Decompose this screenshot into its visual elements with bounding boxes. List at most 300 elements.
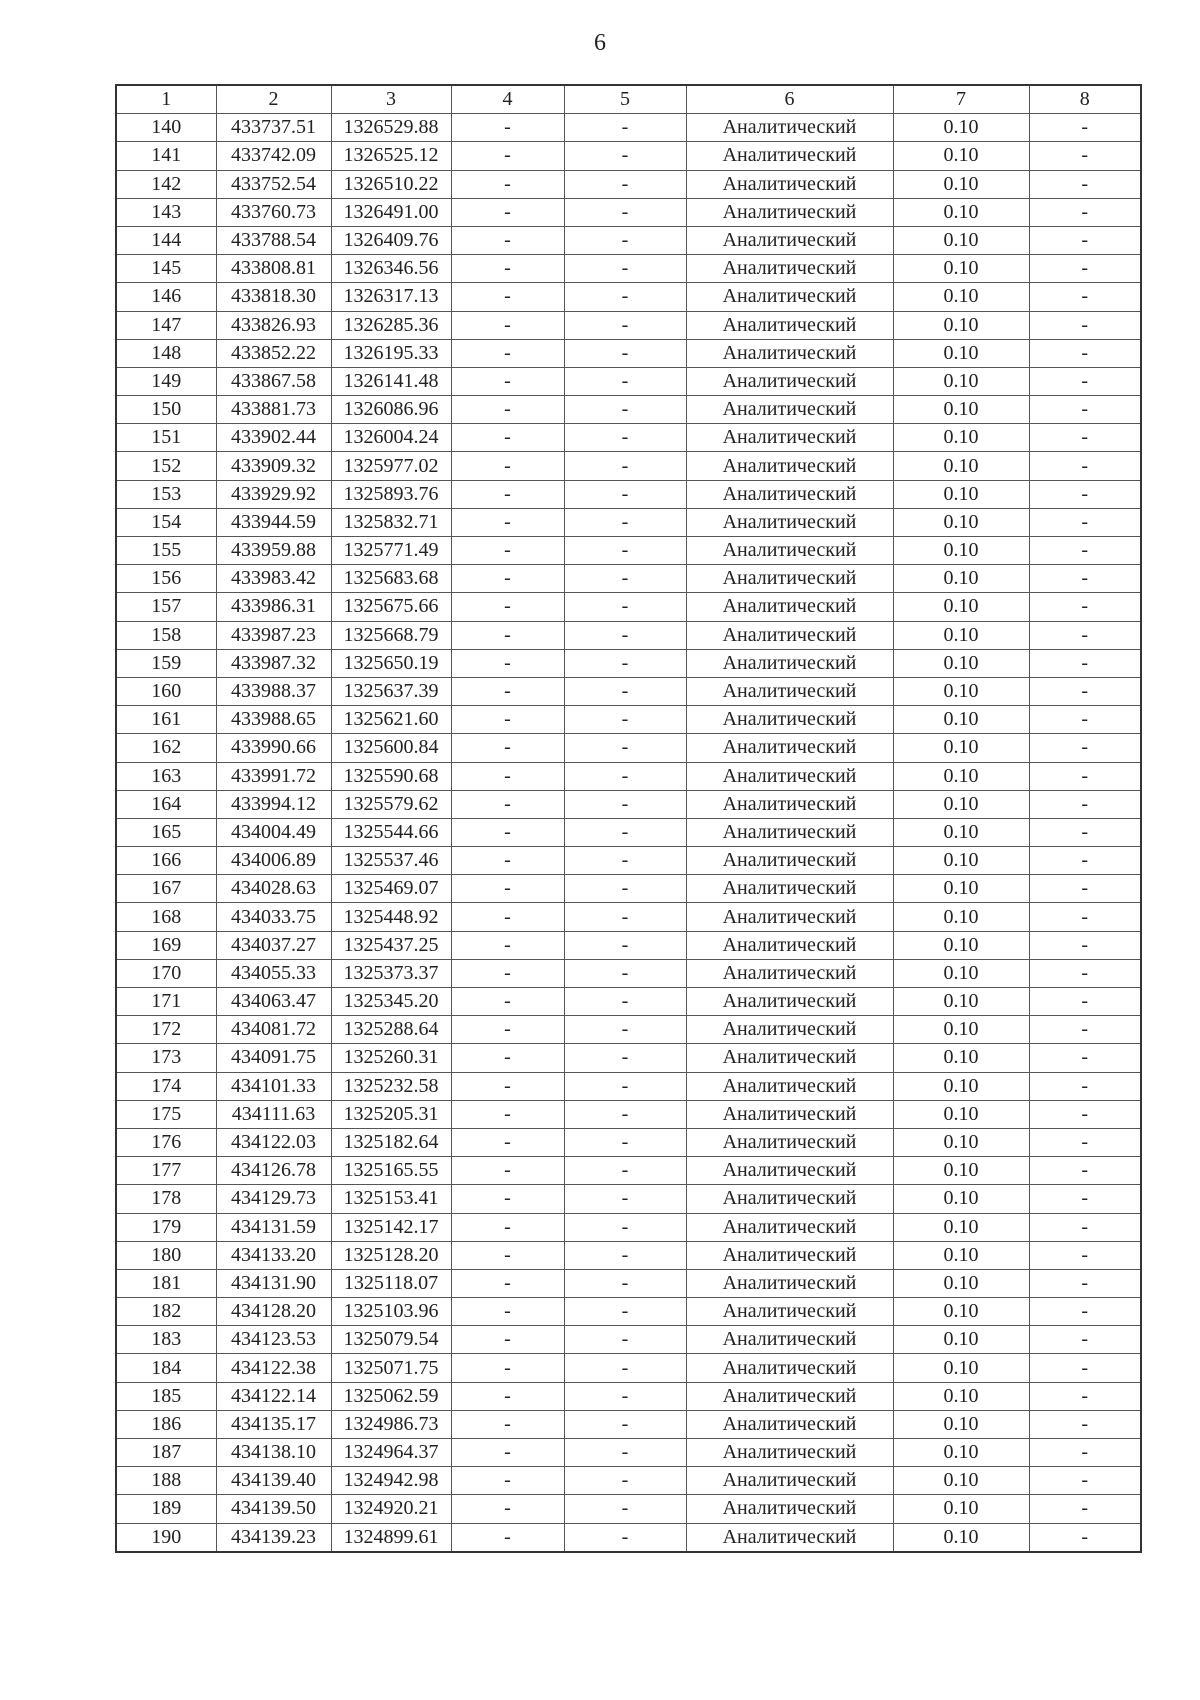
col8-cell: - — [1029, 1410, 1141, 1438]
col5-cell: - — [564, 114, 686, 142]
table-row — [116, 1382, 1141, 1410]
col4-cell: - — [451, 1213, 564, 1241]
y-coordinate-cell: 1325621.60 — [331, 706, 451, 734]
table-row — [116, 565, 1141, 593]
col8-cell: - — [1029, 847, 1141, 875]
col4-cell: - — [451, 621, 564, 649]
y-coordinate-cell: 1326409.76 — [331, 226, 451, 254]
point-number-cell: 158 — [116, 621, 216, 649]
x-coordinate-cell: 434122.03 — [216, 1128, 331, 1156]
table-header-row — [116, 85, 1141, 114]
y-coordinate-cell: 1325205.31 — [331, 1100, 451, 1128]
table-row — [116, 1269, 1141, 1297]
x-coordinate-cell: 434139.50 — [216, 1495, 331, 1523]
y-coordinate-cell: 1326525.12 — [331, 142, 451, 170]
method-cell: Аналитический — [686, 565, 893, 593]
col4-cell: - — [451, 1072, 564, 1100]
accuracy-cell: 0.10 — [893, 452, 1029, 480]
point-number-cell: 161 — [116, 706, 216, 734]
table-row — [116, 677, 1141, 705]
y-coordinate-cell: 1324920.21 — [331, 1495, 451, 1523]
col8-cell: - — [1029, 1382, 1141, 1410]
table-row — [116, 396, 1141, 424]
col4-cell: - — [451, 1326, 564, 1354]
accuracy-cell: 0.10 — [893, 988, 1029, 1016]
col5-cell: - — [564, 621, 686, 649]
x-coordinate-cell: 434138.10 — [216, 1439, 331, 1467]
point-number-cell: 156 — [116, 565, 216, 593]
y-coordinate-cell: 1326285.36 — [331, 311, 451, 339]
col5-cell: - — [564, 931, 686, 959]
y-coordinate-cell: 1325142.17 — [331, 1213, 451, 1241]
method-cell: Аналитический — [686, 1241, 893, 1269]
col4-cell: - — [451, 452, 564, 480]
col4-cell: - — [451, 931, 564, 959]
accuracy-cell: 0.10 — [893, 1100, 1029, 1128]
table-body — [116, 114, 1141, 1552]
y-coordinate-cell: 1325118.07 — [331, 1269, 451, 1297]
table-row — [116, 424, 1141, 452]
accuracy-cell: 0.10 — [893, 931, 1029, 959]
x-coordinate-cell: 434133.20 — [216, 1241, 331, 1269]
column-header: 1 — [116, 85, 216, 114]
table-row — [116, 142, 1141, 170]
accuracy-cell: 0.10 — [893, 170, 1029, 198]
column-header: 7 — [893, 85, 1029, 114]
col5-cell: - — [564, 1072, 686, 1100]
method-cell: Аналитический — [686, 959, 893, 987]
accuracy-cell: 0.10 — [893, 593, 1029, 621]
table-row — [116, 903, 1141, 931]
method-cell: Аналитический — [686, 452, 893, 480]
col8-cell: - — [1029, 311, 1141, 339]
method-cell: Аналитический — [686, 1016, 893, 1044]
method-cell: Аналитический — [686, 1128, 893, 1156]
col4-cell: - — [451, 396, 564, 424]
x-coordinate-cell: 434126.78 — [216, 1157, 331, 1185]
point-number-cell: 184 — [116, 1354, 216, 1382]
accuracy-cell: 0.10 — [893, 649, 1029, 677]
method-cell: Аналитический — [686, 1100, 893, 1128]
x-coordinate-cell: 434063.47 — [216, 988, 331, 1016]
col8-cell: - — [1029, 1326, 1141, 1354]
x-coordinate-cell: 434081.72 — [216, 1016, 331, 1044]
coordinates-table — [115, 84, 1142, 1553]
col5-cell: - — [564, 903, 686, 931]
point-number-cell: 152 — [116, 452, 216, 480]
table-row — [116, 452, 1141, 480]
table-row — [116, 1523, 1141, 1552]
table-row — [116, 1100, 1141, 1128]
col8-cell: - — [1029, 537, 1141, 565]
col4-cell: - — [451, 1100, 564, 1128]
method-cell: Аналитический — [686, 1523, 893, 1552]
col8-cell: - — [1029, 988, 1141, 1016]
method-cell: Аналитический — [686, 706, 893, 734]
y-coordinate-cell: 1325668.79 — [331, 621, 451, 649]
point-number-cell: 157 — [116, 593, 216, 621]
table-row — [116, 1044, 1141, 1072]
table-row — [116, 1410, 1141, 1438]
col8-cell: - — [1029, 1128, 1141, 1156]
accuracy-cell: 0.10 — [893, 311, 1029, 339]
col5-cell: - — [564, 170, 686, 198]
col4-cell: - — [451, 1354, 564, 1382]
col8-cell: - — [1029, 677, 1141, 705]
accuracy-cell: 0.10 — [893, 255, 1029, 283]
method-cell: Аналитический — [686, 1213, 893, 1241]
column-header: 2 — [216, 85, 331, 114]
table-row — [116, 1298, 1141, 1326]
col5-cell: - — [564, 959, 686, 987]
point-number-cell: 164 — [116, 790, 216, 818]
method-cell: Аналитический — [686, 847, 893, 875]
col5-cell: - — [564, 396, 686, 424]
table-row — [116, 1467, 1141, 1495]
method-cell: Аналитический — [686, 734, 893, 762]
table-row — [116, 1354, 1141, 1382]
table-row — [116, 283, 1141, 311]
accuracy-cell: 0.10 — [893, 903, 1029, 931]
col8-cell: - — [1029, 818, 1141, 846]
point-number-cell: 189 — [116, 1495, 216, 1523]
col5-cell: - — [564, 677, 686, 705]
col5-cell: - — [564, 1044, 686, 1072]
method-cell: Аналитический — [686, 1354, 893, 1382]
x-coordinate-cell: 433988.37 — [216, 677, 331, 705]
column-header: 8 — [1029, 85, 1141, 114]
x-coordinate-cell: 434129.73 — [216, 1185, 331, 1213]
col8-cell: - — [1029, 114, 1141, 142]
x-coordinate-cell: 434122.38 — [216, 1354, 331, 1382]
y-coordinate-cell: 1325683.68 — [331, 565, 451, 593]
col8-cell: - — [1029, 790, 1141, 818]
col5-cell: - — [564, 649, 686, 677]
point-number-cell: 177 — [116, 1157, 216, 1185]
method-cell: Аналитический — [686, 255, 893, 283]
col8-cell: - — [1029, 339, 1141, 367]
accuracy-cell: 0.10 — [893, 1128, 1029, 1156]
accuracy-cell: 0.10 — [893, 677, 1029, 705]
accuracy-cell: 0.10 — [893, 480, 1029, 508]
table-row — [116, 1495, 1141, 1523]
point-number-cell: 154 — [116, 508, 216, 536]
x-coordinate-cell: 434004.49 — [216, 818, 331, 846]
accuracy-cell: 0.10 — [893, 508, 1029, 536]
method-cell: Аналитический — [686, 1439, 893, 1467]
accuracy-cell: 0.10 — [893, 565, 1029, 593]
y-coordinate-cell: 1325232.58 — [331, 1072, 451, 1100]
col4-cell: - — [451, 170, 564, 198]
col8-cell: - — [1029, 621, 1141, 649]
y-coordinate-cell: 1325260.31 — [331, 1044, 451, 1072]
table-row — [116, 114, 1141, 142]
col5-cell: - — [564, 1326, 686, 1354]
col8-cell: - — [1029, 1467, 1141, 1495]
method-cell: Аналитический — [686, 1269, 893, 1297]
point-number-cell: 176 — [116, 1128, 216, 1156]
accuracy-cell: 0.10 — [893, 1382, 1029, 1410]
table-row — [116, 198, 1141, 226]
x-coordinate-cell: 434033.75 — [216, 903, 331, 931]
y-coordinate-cell: 1326529.88 — [331, 114, 451, 142]
y-coordinate-cell: 1325062.59 — [331, 1382, 451, 1410]
point-number-cell: 171 — [116, 988, 216, 1016]
col4-cell: - — [451, 875, 564, 903]
method-cell: Аналитический — [686, 480, 893, 508]
x-coordinate-cell: 433852.22 — [216, 339, 331, 367]
accuracy-cell: 0.10 — [893, 621, 1029, 649]
col4-cell: - — [451, 311, 564, 339]
table-row — [116, 790, 1141, 818]
point-number-cell: 155 — [116, 537, 216, 565]
col5-cell: - — [564, 339, 686, 367]
col4-cell: - — [451, 903, 564, 931]
col4-cell: - — [451, 847, 564, 875]
method-cell: Аналитический — [686, 339, 893, 367]
accuracy-cell: 0.10 — [893, 142, 1029, 170]
table-row — [116, 734, 1141, 762]
x-coordinate-cell: 433909.32 — [216, 452, 331, 480]
table-row — [116, 255, 1141, 283]
accuracy-cell: 0.10 — [893, 762, 1029, 790]
accuracy-cell: 0.10 — [893, 1269, 1029, 1297]
x-coordinate-cell: 433983.42 — [216, 565, 331, 593]
point-number-cell: 144 — [116, 226, 216, 254]
col5-cell: - — [564, 311, 686, 339]
col8-cell: - — [1029, 903, 1141, 931]
point-number-cell: 163 — [116, 762, 216, 790]
accuracy-cell: 0.10 — [893, 1354, 1029, 1382]
table-row — [116, 339, 1141, 367]
col4-cell: - — [451, 142, 564, 170]
method-cell: Аналитический — [686, 931, 893, 959]
accuracy-cell: 0.10 — [893, 424, 1029, 452]
accuracy-cell: 0.10 — [893, 1072, 1029, 1100]
col8-cell: - — [1029, 424, 1141, 452]
col5-cell: - — [564, 988, 686, 1016]
col4-cell: - — [451, 565, 564, 593]
method-cell: Аналитический — [686, 790, 893, 818]
col5-cell: - — [564, 226, 686, 254]
col8-cell: - — [1029, 931, 1141, 959]
col5-cell: - — [564, 847, 686, 875]
point-number-cell: 159 — [116, 649, 216, 677]
col4-cell: - — [451, 283, 564, 311]
col5-cell: - — [564, 818, 686, 846]
method-cell: Аналитический — [686, 593, 893, 621]
col4-cell: - — [451, 762, 564, 790]
y-coordinate-cell: 1325103.96 — [331, 1298, 451, 1326]
col8-cell: - — [1029, 396, 1141, 424]
col5-cell: - — [564, 452, 686, 480]
method-cell: Аналитический — [686, 1495, 893, 1523]
y-coordinate-cell: 1325373.37 — [331, 959, 451, 987]
col4-cell: - — [451, 818, 564, 846]
column-header: 3 — [331, 85, 451, 114]
col5-cell: - — [564, 1382, 686, 1410]
col5-cell: - — [564, 790, 686, 818]
col4-cell: - — [451, 1157, 564, 1185]
col8-cell: - — [1029, 508, 1141, 536]
accuracy-cell: 0.10 — [893, 1326, 1029, 1354]
accuracy-cell: 0.10 — [893, 875, 1029, 903]
method-cell: Аналитический — [686, 367, 893, 395]
method-cell: Аналитический — [686, 311, 893, 339]
accuracy-cell: 0.10 — [893, 1439, 1029, 1467]
table-row — [116, 649, 1141, 677]
method-cell: Аналитический — [686, 226, 893, 254]
col5-cell: - — [564, 424, 686, 452]
x-coordinate-cell: 433987.32 — [216, 649, 331, 677]
method-cell: Аналитический — [686, 1410, 893, 1438]
col8-cell: - — [1029, 1439, 1141, 1467]
x-coordinate-cell: 433987.23 — [216, 621, 331, 649]
table-row — [116, 847, 1141, 875]
x-coordinate-cell: 433808.81 — [216, 255, 331, 283]
method-cell: Аналитический — [686, 875, 893, 903]
col8-cell: - — [1029, 452, 1141, 480]
point-number-cell: 169 — [116, 931, 216, 959]
y-coordinate-cell: 1325469.07 — [331, 875, 451, 903]
x-coordinate-cell: 434128.20 — [216, 1298, 331, 1326]
point-number-cell: 142 — [116, 170, 216, 198]
col5-cell: - — [564, 1213, 686, 1241]
point-number-cell: 162 — [116, 734, 216, 762]
col8-cell: - — [1029, 1298, 1141, 1326]
col5-cell: - — [564, 1100, 686, 1128]
x-coordinate-cell: 433902.44 — [216, 424, 331, 452]
col8-cell: - — [1029, 226, 1141, 254]
point-number-cell: 186 — [116, 1410, 216, 1438]
point-number-cell: 187 — [116, 1439, 216, 1467]
col8-cell: - — [1029, 367, 1141, 395]
point-number-cell: 147 — [116, 311, 216, 339]
x-coordinate-cell: 433994.12 — [216, 790, 331, 818]
col5-cell: - — [564, 1128, 686, 1156]
accuracy-cell: 0.10 — [893, 1298, 1029, 1326]
y-coordinate-cell: 1325153.41 — [331, 1185, 451, 1213]
col8-cell: - — [1029, 762, 1141, 790]
col8-cell: - — [1029, 565, 1141, 593]
x-coordinate-cell: 433929.92 — [216, 480, 331, 508]
col5-cell: - — [564, 1016, 686, 1044]
col4-cell: - — [451, 339, 564, 367]
method-cell: Аналитический — [686, 142, 893, 170]
method-cell: Аналитический — [686, 1326, 893, 1354]
point-number-cell: 172 — [116, 1016, 216, 1044]
col8-cell: - — [1029, 706, 1141, 734]
x-coordinate-cell: 433991.72 — [216, 762, 331, 790]
accuracy-cell: 0.10 — [893, 1241, 1029, 1269]
col5-cell: - — [564, 142, 686, 170]
point-number-cell: 148 — [116, 339, 216, 367]
accuracy-cell: 0.10 — [893, 818, 1029, 846]
y-coordinate-cell: 1325448.92 — [331, 903, 451, 931]
col4-cell: - — [451, 1467, 564, 1495]
y-coordinate-cell: 1326086.96 — [331, 396, 451, 424]
col8-cell: - — [1029, 1072, 1141, 1100]
col5-cell: - — [564, 480, 686, 508]
col8-cell: - — [1029, 198, 1141, 226]
x-coordinate-cell: 433760.73 — [216, 198, 331, 226]
table-row — [116, 593, 1141, 621]
col4-cell: - — [451, 1495, 564, 1523]
col5-cell: - — [564, 1354, 686, 1382]
x-coordinate-cell: 434122.14 — [216, 1382, 331, 1410]
table-row — [116, 706, 1141, 734]
method-cell: Аналитический — [686, 114, 893, 142]
col5-cell: - — [564, 1157, 686, 1185]
method-cell: Аналитический — [686, 762, 893, 790]
table-row — [116, 1241, 1141, 1269]
table-row — [116, 818, 1141, 846]
col5-cell: - — [564, 367, 686, 395]
method-cell: Аналитический — [686, 621, 893, 649]
table-row — [116, 1157, 1141, 1185]
method-cell: Аналитический — [686, 677, 893, 705]
col8-cell: - — [1029, 142, 1141, 170]
col4-cell: - — [451, 790, 564, 818]
y-coordinate-cell: 1325650.19 — [331, 649, 451, 677]
col8-cell: - — [1029, 1016, 1141, 1044]
x-coordinate-cell: 434028.63 — [216, 875, 331, 903]
col8-cell: - — [1029, 1100, 1141, 1128]
y-coordinate-cell: 1324986.73 — [331, 1410, 451, 1438]
accuracy-cell: 0.10 — [893, 1410, 1029, 1438]
col4-cell: - — [451, 226, 564, 254]
point-number-cell: 143 — [116, 198, 216, 226]
col5-cell: - — [564, 255, 686, 283]
point-number-cell: 179 — [116, 1213, 216, 1241]
y-coordinate-cell: 1325977.02 — [331, 452, 451, 480]
x-coordinate-cell: 433959.88 — [216, 537, 331, 565]
y-coordinate-cell: 1324899.61 — [331, 1523, 451, 1552]
y-coordinate-cell: 1325537.46 — [331, 847, 451, 875]
col5-cell: - — [564, 1269, 686, 1297]
point-number-cell: 173 — [116, 1044, 216, 1072]
accuracy-cell: 0.10 — [893, 1467, 1029, 1495]
method-cell: Аналитический — [686, 1044, 893, 1072]
col8-cell: - — [1029, 1185, 1141, 1213]
col4-cell: - — [451, 255, 564, 283]
accuracy-cell: 0.10 — [893, 790, 1029, 818]
x-coordinate-cell: 433988.65 — [216, 706, 331, 734]
col4-cell: - — [451, 988, 564, 1016]
col4-cell: - — [451, 1439, 564, 1467]
x-coordinate-cell: 433818.30 — [216, 283, 331, 311]
col5-cell: - — [564, 1439, 686, 1467]
point-number-cell: 180 — [116, 1241, 216, 1269]
col5-cell: - — [564, 537, 686, 565]
method-cell: Аналитический — [686, 818, 893, 846]
col5-cell: - — [564, 1523, 686, 1552]
col4-cell: - — [451, 734, 564, 762]
col4-cell: - — [451, 649, 564, 677]
accuracy-cell: 0.10 — [893, 114, 1029, 142]
table-row — [116, 537, 1141, 565]
accuracy-cell: 0.10 — [893, 734, 1029, 762]
table-row — [116, 1128, 1141, 1156]
col4-cell: - — [451, 424, 564, 452]
col5-cell: - — [564, 1241, 686, 1269]
point-number-cell: 141 — [116, 142, 216, 170]
y-coordinate-cell: 1324942.98 — [331, 1467, 451, 1495]
method-cell: Аналитический — [686, 508, 893, 536]
point-number-cell: 140 — [116, 114, 216, 142]
y-coordinate-cell: 1325182.64 — [331, 1128, 451, 1156]
method-cell: Аналитический — [686, 903, 893, 931]
